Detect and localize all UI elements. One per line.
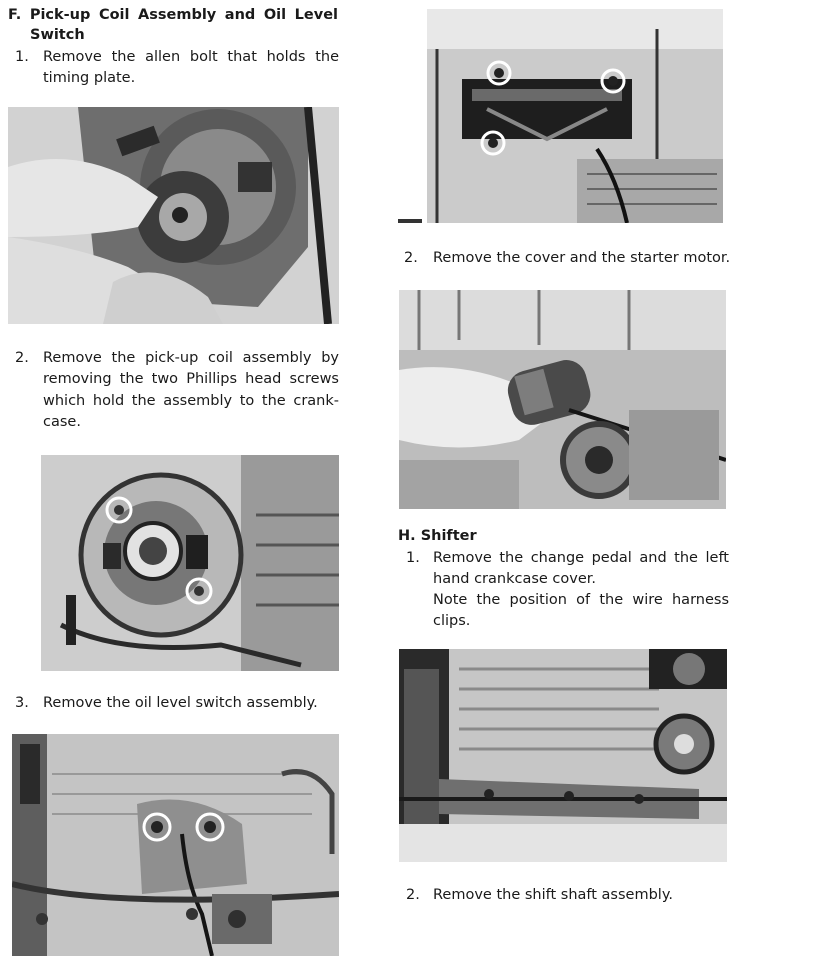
step-text: Remove the oil level switch assembly. <box>43 695 318 711</box>
section-f-heading: F. Pick-up Coil Assembly and Oil Level <box>8 7 338 23</box>
pickup-coil-photo <box>41 455 339 671</box>
step-number: 1. <box>406 550 420 566</box>
step-number: 3. <box>15 695 29 711</box>
shifter-crankcase-photo <box>399 649 727 862</box>
step-note: Note the position of the wire harness <box>433 592 729 608</box>
step-text: Remove the cover and the starter motor. <box>433 250 731 266</box>
step-text: hand crankcase cover. <box>433 571 597 587</box>
step-text: Remove the pick-up coil assembly by <box>43 350 339 366</box>
step-text: case. <box>43 414 81 430</box>
step-number: 2. <box>15 350 29 366</box>
section-f-heading-cont: Switch <box>30 27 85 43</box>
starter-motor-removal-photo <box>399 290 726 509</box>
step-note: clips. <box>433 613 471 629</box>
section-h-heading: H. Shifter <box>398 528 477 544</box>
step-text: Remove the allen bolt that holds the <box>43 49 339 65</box>
step-text: which hold the assembly to the crank- <box>43 393 339 409</box>
step-text: Remove the change pedal and the left <box>433 550 729 566</box>
step-number: 2. <box>404 250 418 266</box>
scan-mark <box>398 219 422 223</box>
step-number: 1. <box>15 49 29 65</box>
oil-level-switch-photo <box>12 734 339 956</box>
starter-motor-cover-photo <box>427 9 723 223</box>
step-text: timing plate. <box>43 70 136 86</box>
step-text: removing the two Phillips head screws <box>43 371 339 387</box>
timing-plate-photo <box>8 107 339 324</box>
step-text: Remove the shift shaft assembly. <box>433 887 673 903</box>
step-number: 2. <box>406 887 420 903</box>
